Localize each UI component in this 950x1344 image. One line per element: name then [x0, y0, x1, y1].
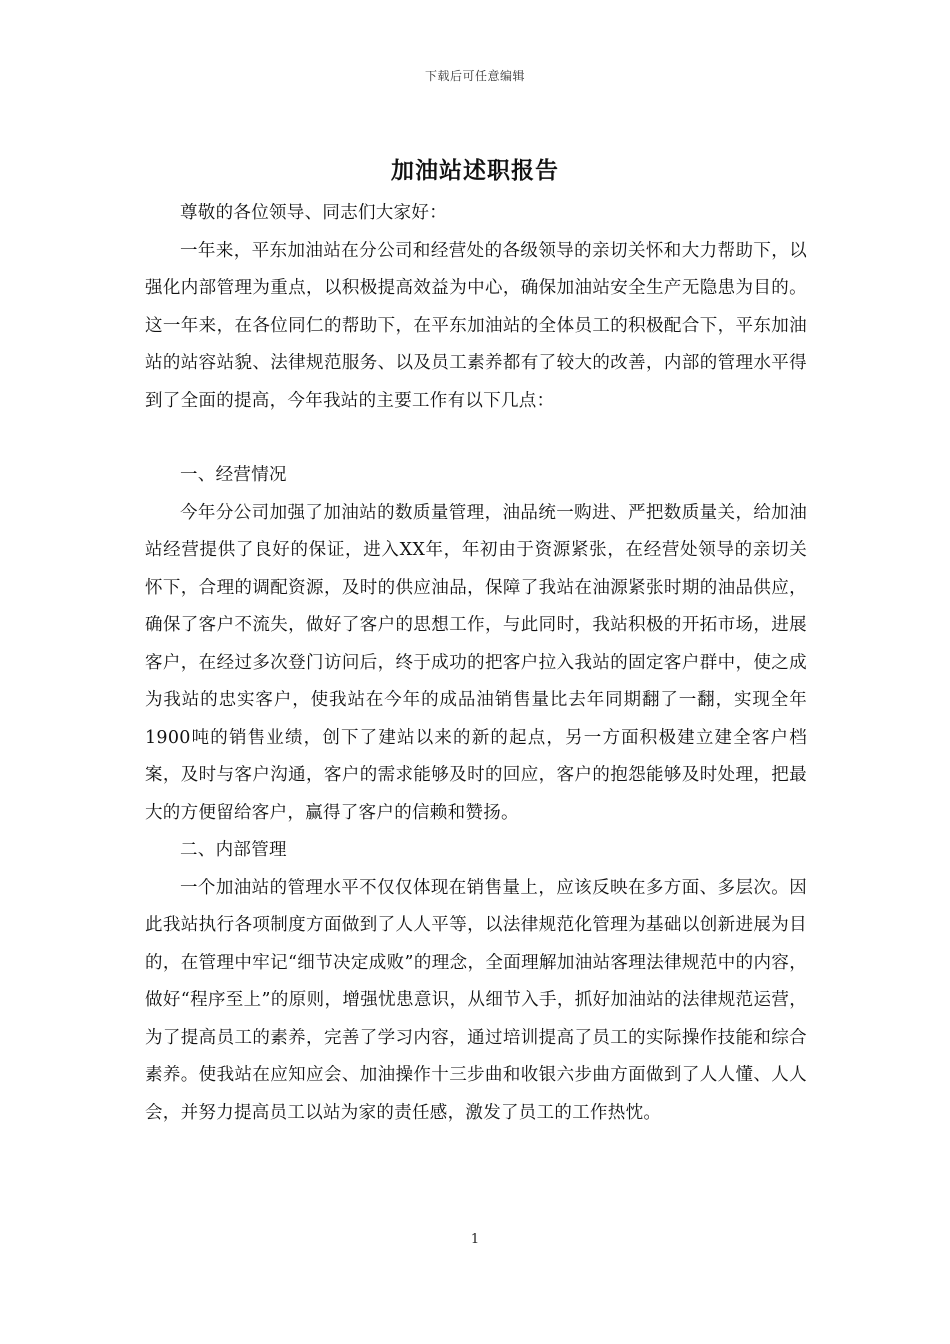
greeting: 尊敬的各位领导、同志们大家好：: [180, 203, 447, 223]
document-body: [145, 195, 807, 1132]
header-note: 下载后可任意编辑: [424, 69, 525, 83]
document-title: 加油站述职报告: [391, 157, 559, 184]
section-1-paragraph: 今年分公司加强了加油站的数质量管理，油品统一购进、严把数质量关，给加油站经营提供了良好的保证，进入XX年，年初由于资源紧张，在经营处领导的亲切关怀下，合理的调配资源，及时的供应油品，保障了我站在油源紧张时期的油品供应，确保了客户不流失，做好了客户的思想工作，与此同时，我站积极的开拓市场，进展客户，在经过多次登门访问后，终于成功的把客户拉入我站的固定客户群中，使之成为我站的忠实客户，使我站在今年的成品油销售量比去年同期翻了一翻，实现全年1900吨的销售业绩，创下了建站以来的新的起点，另一方面积极建立建全客户档案，及时与客户沟通，客户的需求能够及时的回应，客户的抱怨能够及时处理，把最大的方便留给客户，赢得了客户的信赖和赞扬。: [145, 502, 807, 823]
section-1-heading: 一、经营情况: [180, 465, 287, 485]
section-2-heading: 二、内部管理: [180, 840, 287, 860]
section-2-paragraph: 一个加油站的管理水平不仅仅体现在销售量上，应该反映在多方面、多层次。因此我站执行各项制度方面做到了人人平等，以法律规范化管理为基础以创新进展为目的，在管理中牢记“细节决定成败”的理念，全面理解加油站客理法律规范中的内容，做好“程序至上”的原则，增强忧患意识，从细节入手，抓好加油站的法律规范运营，为了提高员工的素养，完善了学习内容，通过培训提高了员工的实际操作技能和综合素养。使我站在应知应会、加油操作十三步曲和收银六步曲方面做到了人人懂、人人会，并努力提高员工以站为家的责任感，激发了员工的工作热忱。: [145, 877, 807, 1123]
intro-paragraph: 一年来，平东加油站在分公司和经营处的各级领导的亲切关怀和大力帮助下，以强化内部管理为重点，以积极提高效益为中心，确保加油站安全生产无隐患为目的。这一年来，在各位同仁的帮助下，在平东加油站的全体员工的积极配合下，平东加油站的站容站貌、法律规范服务、以及员工素养都有了较大的改善，内部的管理水平得到了全面的提高，今年我站的主要工作有以下几点：: [145, 240, 807, 411]
page-number: 1: [470, 1232, 480, 1247]
paragraph-gap: [145, 420, 807, 457]
